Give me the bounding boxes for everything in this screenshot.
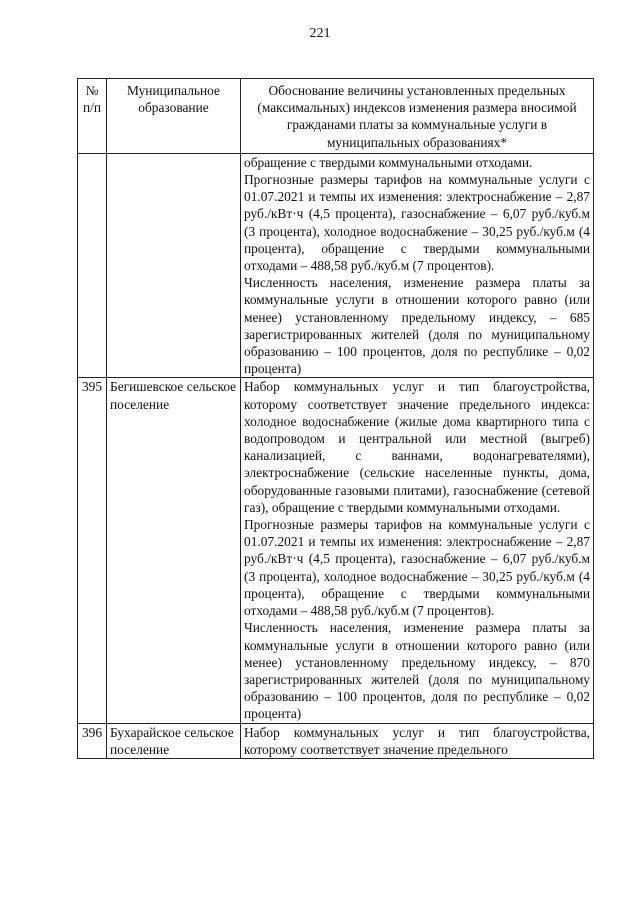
paragraph: Набор коммунальных услуг и тип благоустройства, которому соответствует значение предельного <box>244 724 590 757</box>
table-header-row <box>78 79 594 154</box>
paragraph: Численность населения, изменение размера платы за коммунальные услуги в отношении которого равно (или менее) установленному предельному индексу, – 685 зарегистрированных жителей (доля по муниципальному образованию – 100 процентов, доля по республике – 0,02 процента) <box>244 275 590 377</box>
row-municipality <box>107 153 241 378</box>
paragraph: обращение с твердыми коммунальными отходами. <box>244 154 533 170</box>
paragraph: Набор коммунальных услуг и тип благоустройства, которому соответствует значение предельного индекса: холодное водоснабжение (жилые дома квартирного типа с водопроводом и центральной или местной (выгреб) канализацией, с ваннами, водонагревателями), электроснабжение (сельские населенные пункты, дома, оборудованные газовыми плитами), газоснабжение (сетевой газ), обращение с твердыми коммунальными отходами. <box>244 379 590 515</box>
row-justification <box>241 378 594 723</box>
table-row <box>78 723 594 758</box>
row-justification <box>241 723 594 758</box>
row-num: 396 <box>78 723 107 758</box>
row-num: 395 <box>78 378 107 723</box>
row-municipality: Бухарайское сельское поселение <box>107 723 241 758</box>
header-justification: Обоснование величины установленных предельных (максимальных) индексов изменения размера вносимой гражданами платы за коммунальные услуги в муниципальных образованиях* <box>241 79 594 154</box>
paragraph: Численность населения, изменение размера платы за коммунальные услуги в отношении которого равно (или менее) установленному предельному индексу, – 870 зарегистрированных жителей (доля по муниципальному образованию – 100 процентов, доля по республике – 0,02 процента) <box>244 620 590 722</box>
table-row <box>78 378 594 723</box>
header-municipality: Муниципальное образование <box>107 79 241 154</box>
tariff-index-table <box>77 78 594 759</box>
table-row <box>78 153 594 378</box>
paragraph: Прогнозные размеры тарифов на коммунальные услуги с 01.07.2021 и темпы их изменения: электроснабжение – 2,87 руб./кВт·ч (4,5 процента), газоснабжение – 6,07 руб./куб.м (3 процента), холодное водоснабжение – 30,25 руб./куб.м (4 процента), обращение с твердыми коммунальными отходами – 488,58 руб./куб.м (7 процентов). <box>244 517 590 619</box>
row-municipality: Бегишевское сельское поселение <box>107 378 241 723</box>
header-num: № п/п <box>78 79 107 154</box>
paragraph: Прогнозные размеры тарифов на коммунальные услуги с 01.07.2021 и темпы их изменения: электроснабжение – 2,87 руб./кВт·ч (4,5 процента), газоснабжение – 6,07 руб./куб.м (3 процента), холодное водоснабжение – 30,25 руб./куб.м (4 процента), обращение с твердыми коммунальными отходами – 488,58 руб./куб.м (7 процентов). <box>244 172 590 274</box>
page-number: 221 <box>309 26 331 41</box>
row-justification <box>241 153 594 378</box>
row-num <box>78 153 107 378</box>
